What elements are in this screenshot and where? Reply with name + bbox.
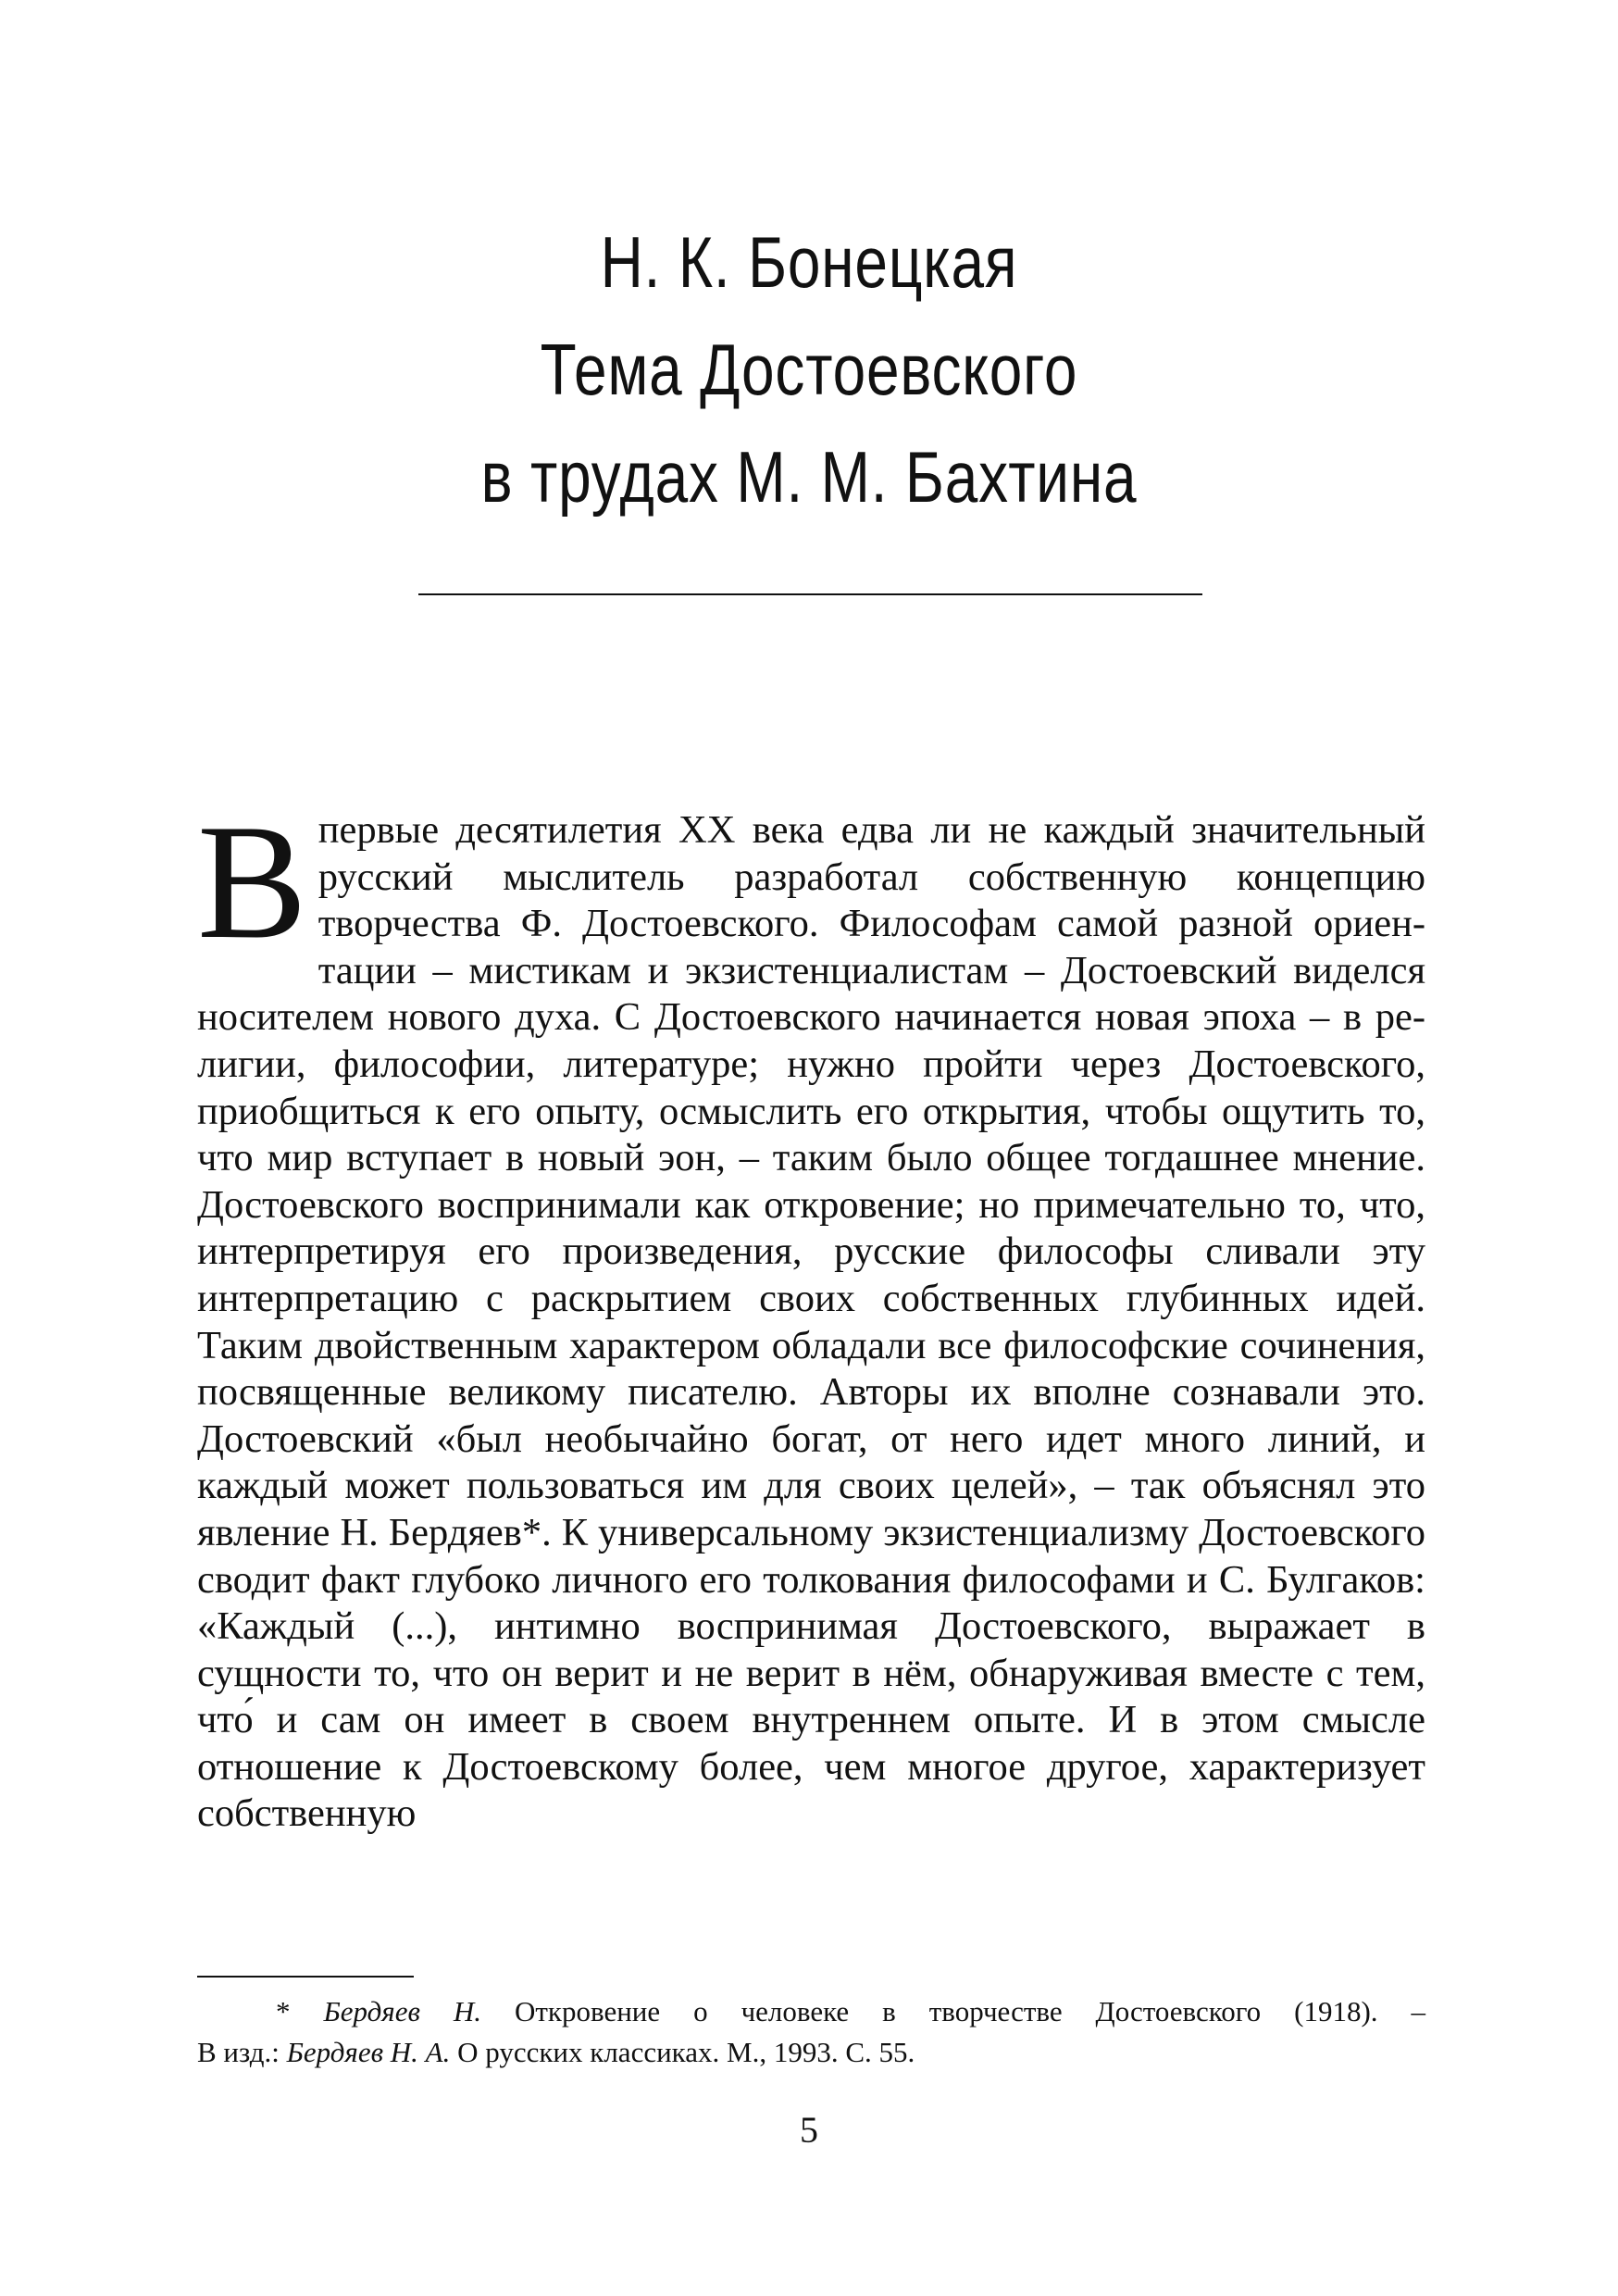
footnote-author: Бердяев Н. bbox=[323, 1995, 482, 2028]
title-author: Н. К. Бонецкая bbox=[600, 221, 1018, 303]
footnote-prefix: В изд.: bbox=[197, 2036, 280, 2068]
footnote bbox=[197, 1991, 1425, 2073]
footnote-author-2: Бердяев Н. А. bbox=[286, 2036, 451, 2068]
body-text: первые десятилетия XX века едва ли не каждый значительный русский мыслитель разработал собственную концепцию творчества Ф. Достоевского. Философам самой разной ориентации – мистикам и экзистенциалистам – Достоевский виделся носителем нового духа. С Достоевского начинается новая эпоха – в религии, философии, литературе; нужно пройти через Достоевского, приобщиться к его опыту, осмыслить его открытия, чтобы ощутить то, что мир вступает в новый эон, – таким было общее тогдашнее мнение. Достоевского воспринимали как откровение; но примечательно то, что, интерпретируя его произведения, русские философы сливали эту интерпретацию с раскрытием своих собственных глубинных идей. Таким двойственным характером обладали все философские сочинения, посвященные великому писателю. Авторы их вполне сознавали это. Достоевский «был необычайно богат, от него идет много линий, и каждый может пользоваться им для своих целей», – так объяснял это явление Н. Бердяев*. К универсальному экзистенциализму Достоевского сводит факт глубоко личного его толкования философами и С. Булгаков: «Каждый (...), интимно воспринимая Достоевского, выражает в сущности то, что он верит и не верит в нём, обнаруживая вместе с тем, что́ и сам он имеет в своем внутреннем опыте. И в этом смысле отношение к Достоевскому более, чем многое другое, характеризует собственную bbox=[197, 808, 1425, 1836]
footnote-marker: * bbox=[276, 1995, 291, 2028]
footnote-line-2 bbox=[197, 2036, 915, 2068]
footnote-title: Откровение о человеке в творчестве Достоевского (1918). – bbox=[515, 1995, 1425, 2028]
footnote-line-1 bbox=[197, 1991, 1425, 2032]
footnote-divider bbox=[197, 1976, 414, 1978]
chapter-title bbox=[0, 208, 1618, 530]
page-number: 5 bbox=[800, 2109, 818, 2151]
footnote-source: О русских классиках. М., 1993. С. 55. bbox=[457, 2036, 915, 2068]
title-divider bbox=[418, 593, 1202, 595]
drop-cap: В bbox=[197, 790, 307, 973]
body-paragraph bbox=[197, 790, 1425, 1838]
title-subtopic: в трудах М. М. Бахтина bbox=[480, 436, 1138, 518]
title-topic: Тема Достоевского bbox=[540, 329, 1078, 410]
